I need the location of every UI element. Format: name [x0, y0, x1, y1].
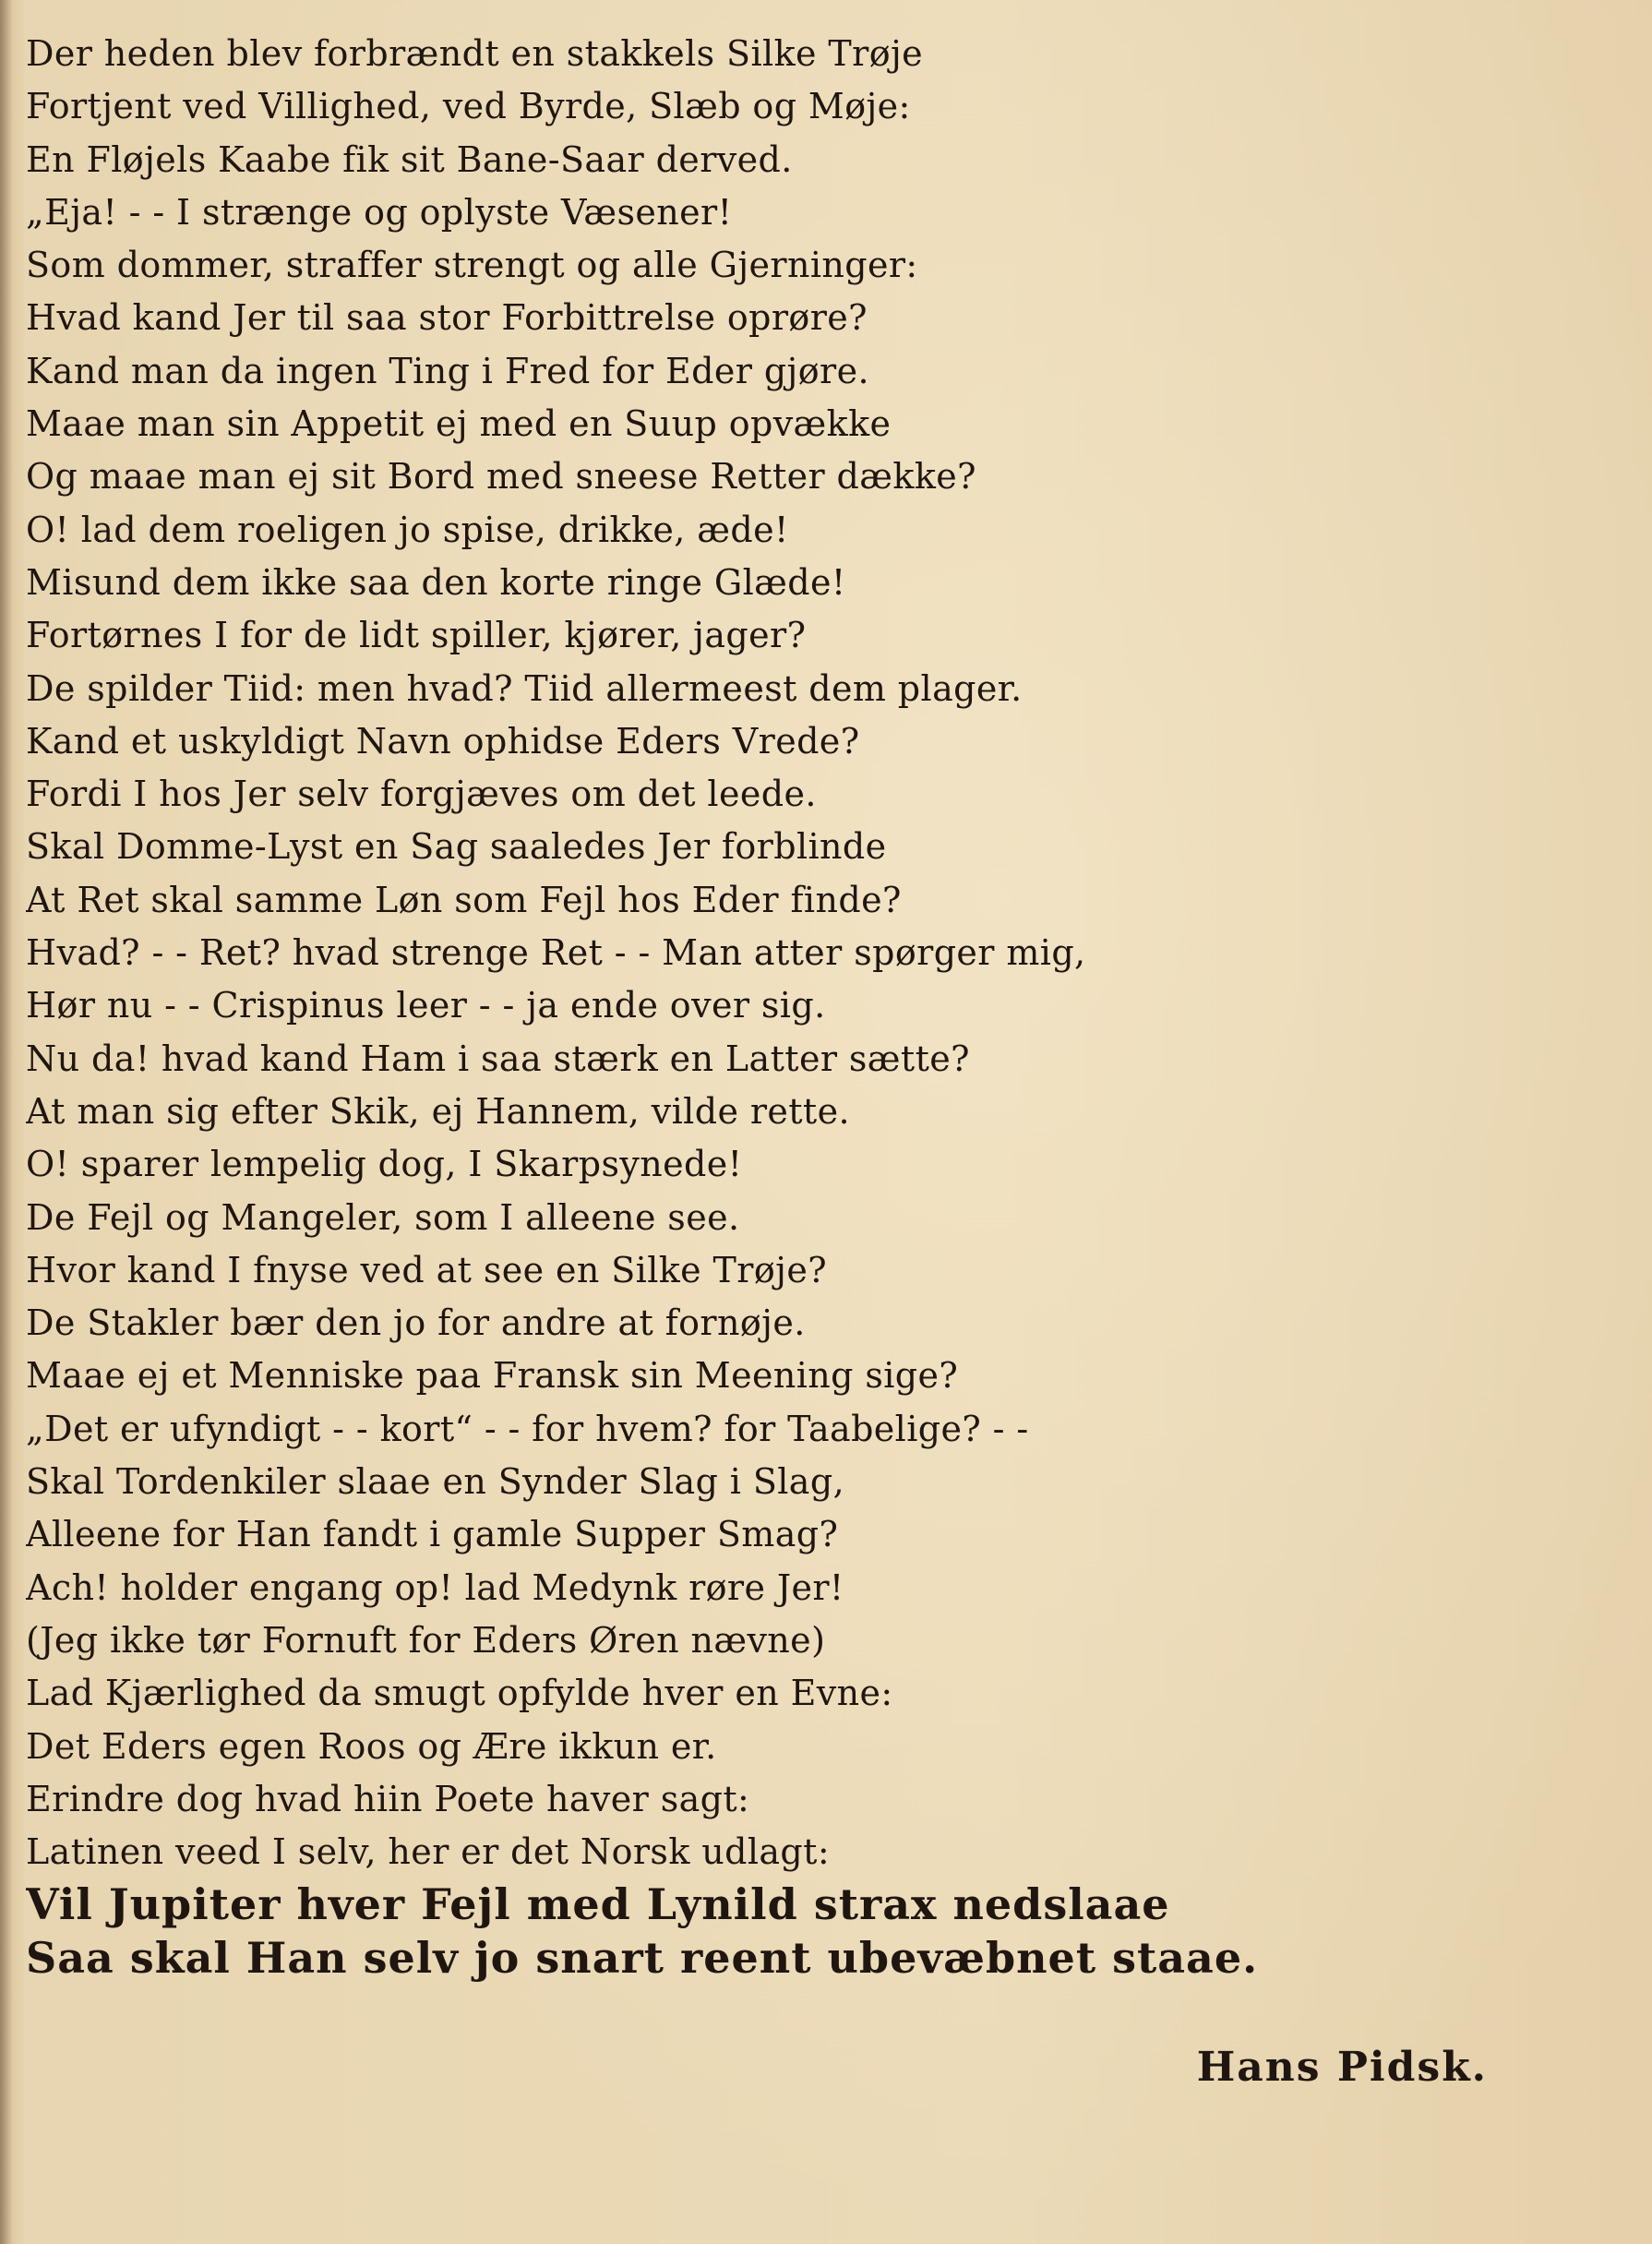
poem-line: Kand et uskyldigt Navn ophidse Eders Vrede? [26, 720, 860, 762]
poem-line: Ach! holder engang op! lad Medynk røre Jer! [26, 1566, 844, 1608]
signature: Hans Pidsk. [1196, 2044, 1488, 2091]
poem-line: Maae ej et Menniske paa Fransk sin Meening sige? [26, 1355, 959, 1397]
poem-line: Skal Domme-Lyst en Sag saaledes Jer forblinde [26, 826, 887, 868]
poem-line: „Eja! - - I strænge og oplyste Væsener! [26, 191, 733, 233]
poem-line: Fordi I hos Jer selv forgjæves om det leede. [26, 774, 817, 815]
poem-line: En Fløjels Kaabe fik sit Bane-Saar derved. [26, 138, 793, 180]
poem-line: Lad Kjærlighed da smugt opfylde hver en Evne: [26, 1673, 893, 1714]
poem-line: Latinen veed I selv, her er det Norsk udlagt: [26, 1831, 831, 1873]
poem-line: „Det er ufyndigt - - kort“ - - for hvem? for Taabelige? - - [26, 1408, 1029, 1449]
poem-line: Fortørnes I for de lidt spiller, kjører, jager? [26, 615, 807, 656]
poem-line: O! lad dem roeligen jo spise, drikke, æde! [26, 509, 789, 550]
poem-line: Alleene for Han fandt i gamle Supper Smag? [26, 1514, 839, 1555]
closing-line: Vil Jupiter hver Fejl med Lynild strax nedslaae [26, 1879, 1170, 1930]
poem-line: Hvor kand I fnyse ved at see en Silke Trøje? [26, 1249, 827, 1290]
poem-line: Det Eders egen Roos og Ære ikkun er. [26, 1725, 717, 1767]
poem-line: (Jeg ikke tør Fornuft for Eders Øren nævne) [26, 1619, 826, 1661]
closing-line: Saa skal Han selv jo snart reent ubevæbnet staae. [26, 1932, 1259, 1983]
spine-shadow [0, 0, 13, 2244]
poem-line: Fortjent ved Villighed, ved Byrde, Slæb og Møje: [26, 86, 911, 127]
poem-line: Der heden blev forbrændt en stakkels Silke Trøje [26, 33, 924, 74]
poem-line: De Fejl og Mangeler, som I alleene see. [26, 1196, 740, 1238]
poem-line: Misund dem ikke saa den korte ringe Glæde! [26, 561, 846, 603]
poem-line: Maae man sin Appetit ej med en Suup opvække [26, 403, 892, 445]
poem-line: At man sig efter Skik, ej Hannem, vilde rette. [26, 1090, 850, 1132]
poem-line: Og maae man ej sit Bord med sneese Retter dække? [26, 456, 976, 498]
poem-line: Erindre dog hvad hiin Poete haver sagt: [26, 1778, 750, 1819]
poem-text [26, 28, 1595, 1985]
poem-line: Hvad? - - Ret? hvad strenge Ret - - Man atter spørger mig, [26, 932, 1086, 974]
poem-line: De spilder Tiid: men hvad? Tiid allermeest dem plager. [26, 667, 1023, 709]
poem-line: Nu da! hvad kand Ham i saa stærk en Latter sætte? [26, 1038, 970, 1079]
poem-line: O! sparer lempelig dog, I Skarpsynede! [26, 1144, 743, 1185]
poem-line: At Ret skal samme Løn som Fejl hos Eder finde? [26, 879, 902, 920]
poem-line: Skal Tordenkiler slaae en Synder Slag i Slag, [26, 1461, 845, 1503]
poem-line: Hvad kand Jer til saa stor Forbittrelse oprøre? [26, 297, 868, 339]
poem-line: Kand man da ingen Ting i Fred for Eder gjøre. [26, 350, 869, 391]
poem-line: De Stakler bær den jo for andre at fornøje. [26, 1302, 806, 1344]
poem-line: Hør nu - - Crispinus leer - - ja ende over sig. [26, 985, 826, 1026]
poem-line: Som dommer, straffer strengt og alle Gjerninger: [26, 245, 918, 286]
